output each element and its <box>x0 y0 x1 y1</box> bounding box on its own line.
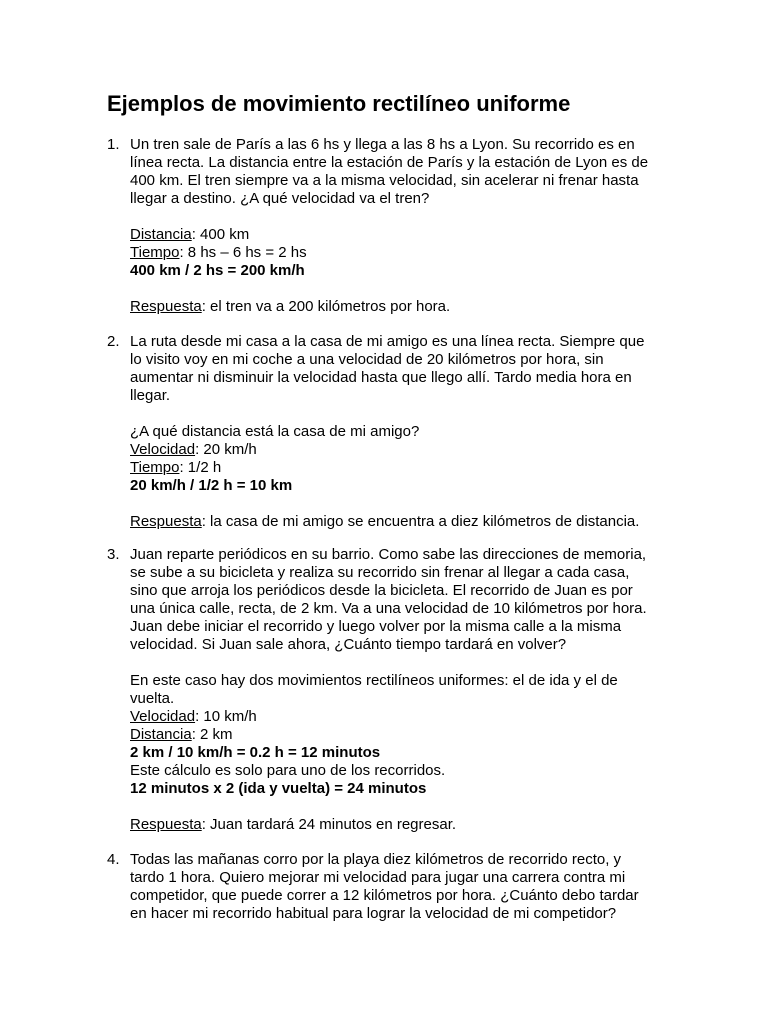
data-value: : 10 km/h <box>195 708 257 725</box>
question-line: sino que arroja los periódicos desde la bicicleta. El recorrido de Juan es por <box>130 582 633 599</box>
calculation-note: Este cálculo es solo para uno de los recorridos. <box>130 762 446 779</box>
answer-label: Respuesta <box>130 298 202 315</box>
question-line: tardo 1 hora. Quiero mejorar mi velocidad para jugar una carrera contra mi <box>130 869 626 886</box>
data-line-velocity <box>130 708 667 726</box>
data-value: : 20 km/h <box>195 441 257 458</box>
question-line: lo visito voy en mi coche a una velocidad de 20 kilómetros por hora, sin <box>130 351 604 368</box>
data-label: Velocidad <box>130 708 196 725</box>
explanation-line: vuelta. <box>130 690 175 707</box>
answer-label: Respuesta <box>130 513 202 530</box>
answer-text: : el tren va a 200 kilómetros por hora. <box>201 298 451 315</box>
data-label: Tiempo <box>130 459 180 476</box>
question-line: línea recta. La distancia entre la estación de París y la estación de Lyon es de <box>130 154 649 171</box>
calculation: 2 km / 10 km/h = 0.2 h = 12 minutos <box>130 744 381 761</box>
data-line-distance <box>130 726 667 744</box>
calculation: 400 km / 2 hs = 200 km/h <box>130 262 305 279</box>
data-line-velocity <box>130 441 667 459</box>
question-line: La ruta desde mi casa a la casa de mi amigo es una línea recta. Siempre que <box>130 333 645 350</box>
data-value: : 8 hs – 6 hs = 2 hs <box>179 244 307 261</box>
question-line: una única calle, recta, de 2 km. Va a una velocidad de 10 kilómetros por hora. <box>130 600 647 617</box>
data-label: Distancia <box>130 726 192 743</box>
item-number: 4. <box>107 851 120 868</box>
question-line: aumentar ni disminuir la velocidad hasta que llego allí. Tardo media hora en <box>130 369 632 386</box>
example-item-2 <box>107 333 667 531</box>
data-value: : 400 km <box>191 226 250 243</box>
item-body <box>130 851 667 923</box>
answer-line <box>130 816 667 834</box>
data-label: Distancia <box>130 226 192 243</box>
question-line: Juan debe iniciar el recorrido y luego volver por la misma calle a la misma <box>130 618 622 635</box>
question-line: en hacer mi recorrido habitual para lograr la velocidad de mi competidor? <box>130 905 617 922</box>
question-line: Un tren sale de París a las 6 hs y llega a las 8 hs a Lyon. Su recorrido es en <box>130 136 635 153</box>
item-number: 3. <box>107 546 120 563</box>
example-item-4 <box>107 851 667 923</box>
answer-label: Respuesta <box>130 816 202 833</box>
answer-line <box>130 298 667 316</box>
data-value: : 2 km <box>191 726 233 743</box>
question-line: Juan reparte periódicos en su barrio. Como sabe las direcciones de memoria, <box>130 546 647 563</box>
item-number: 1. <box>107 136 120 153</box>
question-line: Todas las mañanas corro por la playa diez kilómetros de recorrido recto, y <box>130 851 622 868</box>
question-line: se sube a su bicicleta y realiza su recorrido sin frenar al llegar a cada casa, <box>130 564 630 581</box>
explanation-line: En este caso hay dos movimientos rectilíneos uniformes: el de ida y el de <box>130 672 618 689</box>
answer-text: : la casa de mi amigo se encuentra a diez kilómetros de distancia. <box>201 513 640 530</box>
question-line: velocidad. Si Juan sale ahora, ¿Cuánto tiempo tardará en volver? <box>130 636 567 653</box>
document-title: Ejemplos de movimiento rectilíneo uniforme <box>107 91 571 116</box>
data-line-time <box>130 244 667 262</box>
calculation: 20 km/h / 1/2 h = 10 km <box>130 477 293 494</box>
item-body <box>130 546 667 834</box>
data-line-time <box>130 459 667 477</box>
example-item-3 <box>107 546 667 834</box>
data-line-distance <box>130 226 667 244</box>
answer-text: : Juan tardará 24 minutos en regresar. <box>201 816 457 833</box>
question-line: llegar a destino. ¿A qué velocidad va el tren? <box>130 190 430 207</box>
data-label: Velocidad <box>130 441 196 458</box>
calculation-total: 12 minutos x 2 (ida y vuelta) = 24 minutos <box>130 780 427 797</box>
answer-line <box>130 513 667 531</box>
question-line: 400 km. El tren siempre va a la misma velocidad, sin acelerar ni frenar hasta <box>130 172 639 189</box>
item-body <box>130 136 667 316</box>
example-item-1 <box>107 136 667 316</box>
data-value: : 1/2 h <box>179 459 222 476</box>
question-line: competidor, que puede correr a 12 kilómetros por hora. ¿Cuánto debo tardar <box>130 887 639 904</box>
data-label: Tiempo <box>130 244 180 261</box>
item-body <box>130 333 667 531</box>
subquestion: ¿A qué distancia está la casa de mi amigo? <box>130 423 420 440</box>
question-line: llegar. <box>130 387 171 404</box>
item-number: 2. <box>107 333 120 350</box>
